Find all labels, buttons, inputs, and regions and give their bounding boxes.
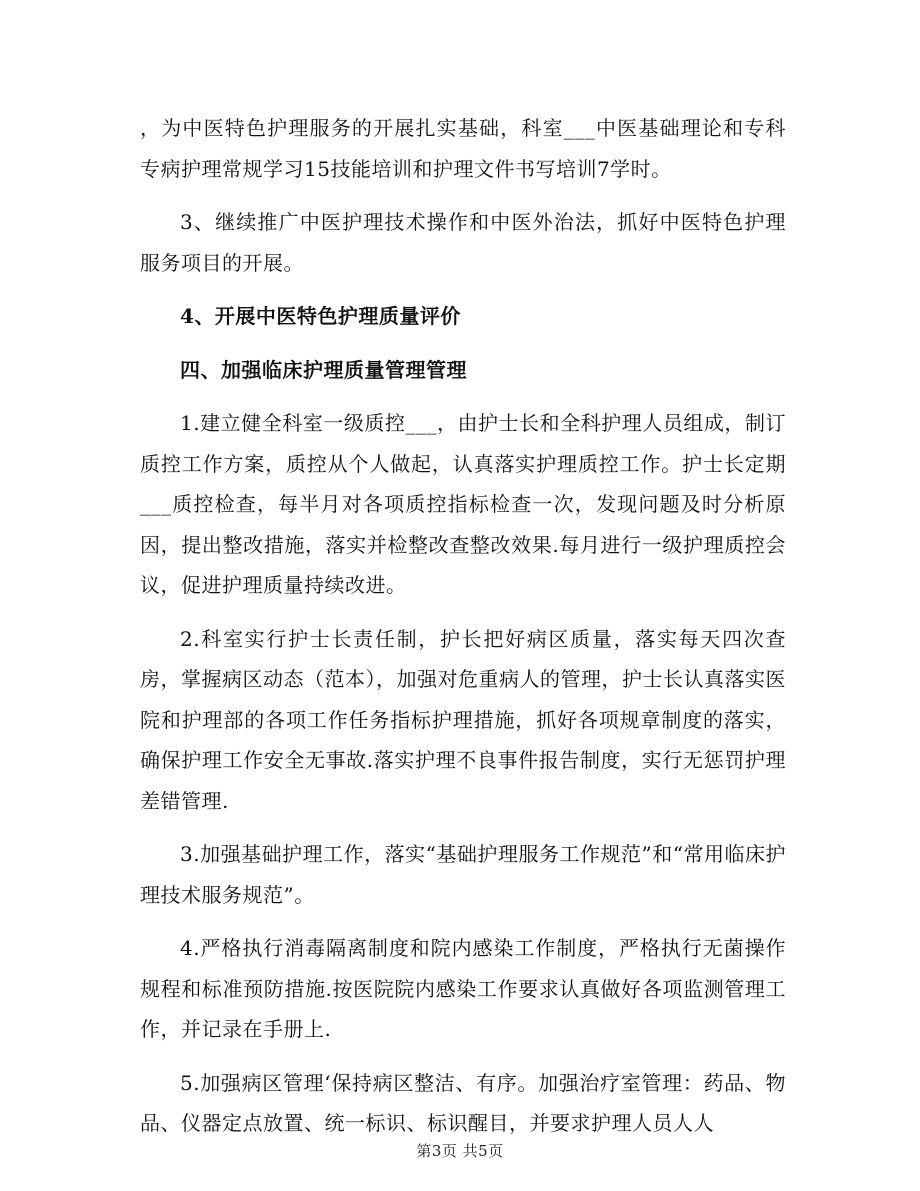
paragraph-item-3: 3、继续推广中医护理技术操作和中医外治法，抓好中医特色护理服务项目的开展。: [140, 210, 786, 275]
section-heading-4: 四、加强临床护理质量管理管理: [180, 357, 467, 382]
paragraph-continuation: ，为中医特色护理服务的开展扎实基础，科室___中医基础理论和专科专病护理常规学习15技能培训和护理文件书写培训7学时。: [140, 116, 786, 181]
paragraph-point-2: 2.科室实行护士长责任制，护长把好病区质量，落实每天四次查房，掌握病区动态（范本），加强对危重病人的管理，护士长认真落实医院和护理部的各项工作任务指标护理措施，抓好各项规章制度的落实，确保护理工作安全无事故.落实护理不良事件报告制度，实行无惩罚护理差错管理.: [140, 626, 786, 813]
page-number-footer: 第3页 共5页: [416, 1142, 504, 1160]
document-body: [140, 108, 786, 1157]
paragraph-point-5: 5.加强病区管理‘保持病区整洁、有序。加强治疗室管理：药品、物品、仪器定点放置、统一标识、标识醒目，并要求护理人员人人: [140, 1070, 786, 1135]
paragraph-point-1: 1.建立健全科室一级质控___，由护士长和全科护理人员组成，制订质控工作方案，质控从个人做起，认真落实护理质控工作。护士长定期___质控检查，每半月对各项质控指标检查一次，发现问题及时分析原因，提出整改措施，落实并检整改查整改效果.每月进行一级护理质控会议，促进护理质量持续改进。: [140, 411, 786, 597]
paragraph-heading-item-4: 4、开展中医特色护理质量评价: [180, 304, 461, 328]
paragraph-point-4: 4.严格执行消毒隔离制度和院内感染工作制度，严格执行无菌操作规程和标准预防措施.按医院院内感染工作要求认真做好各项监测管理工作，并记录在手册上.: [140, 936, 786, 1041]
paragraph-point-3: 3.加强基础护理工作，落实“基础护理服务工作规范”和“常用临床护理技术服务规范”。: [140, 842, 786, 907]
